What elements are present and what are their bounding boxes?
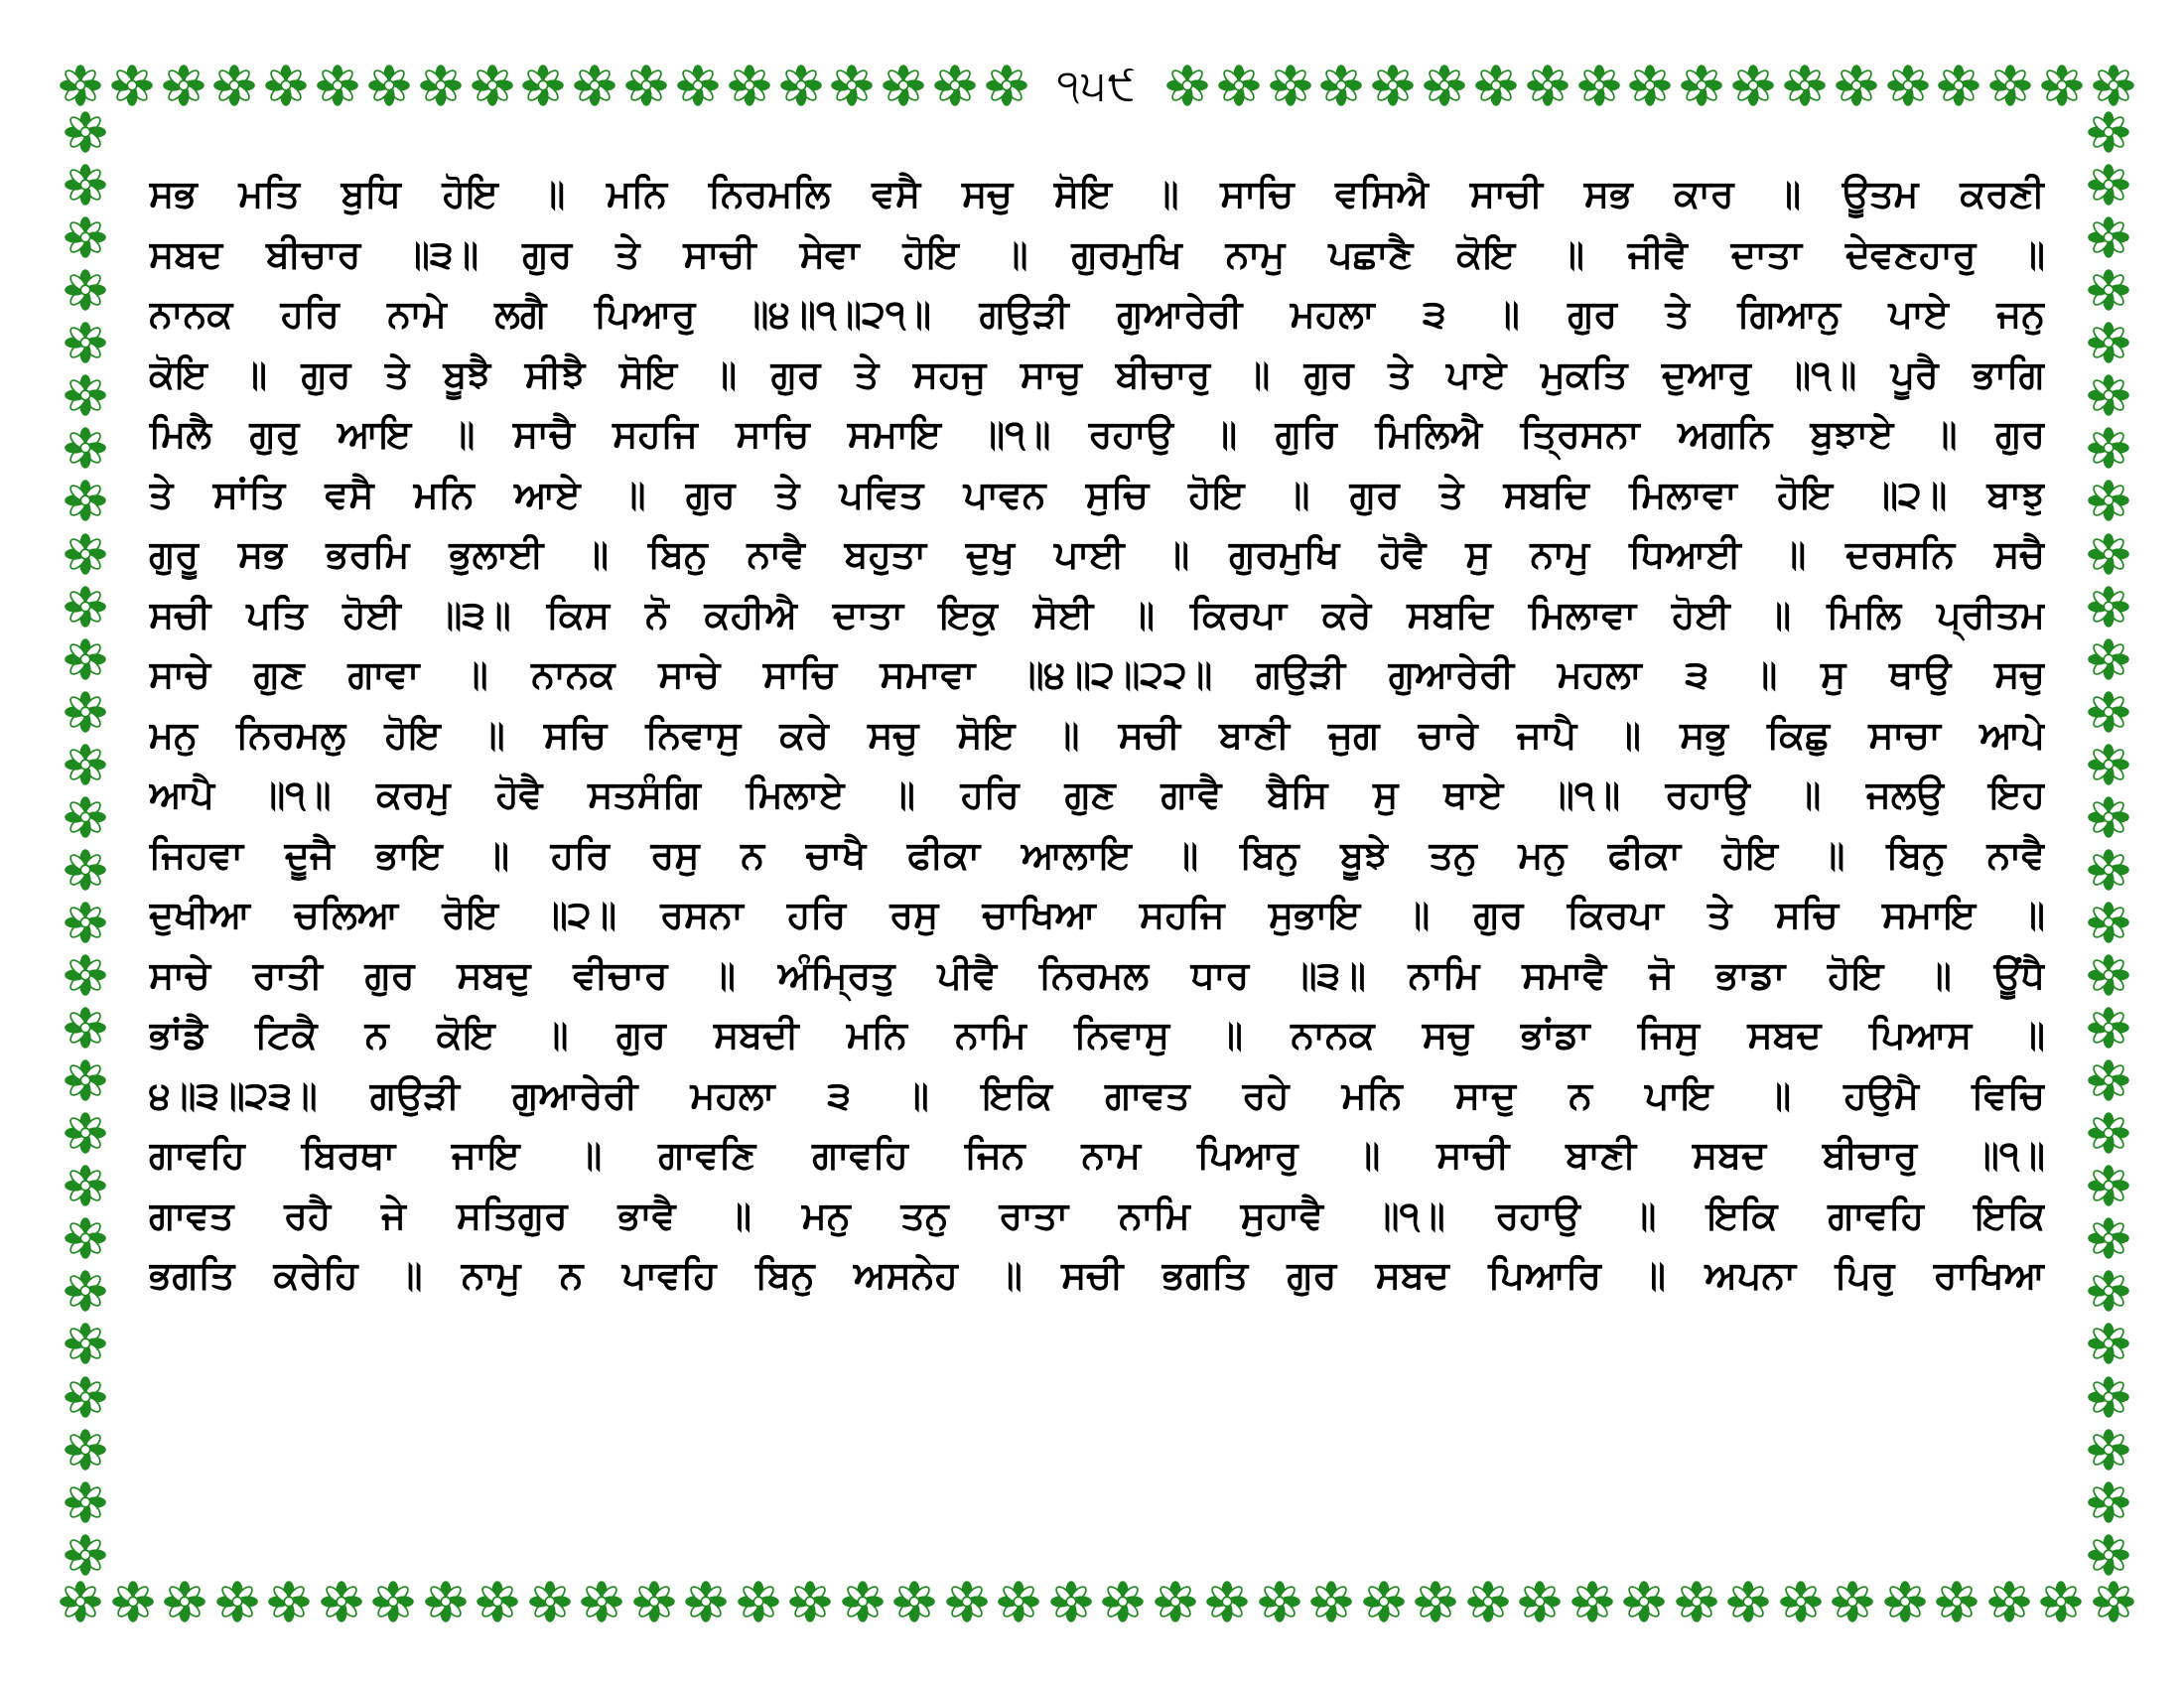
green-flower-icon xyxy=(2088,586,2129,628)
green-flower-icon xyxy=(2088,1429,2129,1471)
green-flower-icon xyxy=(1206,1581,1248,1622)
green-flower-icon xyxy=(1372,65,1414,106)
green-flower-icon xyxy=(65,1217,106,1259)
green-flower-icon xyxy=(65,1112,106,1154)
green-flower-icon xyxy=(883,65,924,106)
green-flower-icon xyxy=(625,65,667,106)
green-flower-icon xyxy=(372,1581,414,1622)
green-flower-icon xyxy=(368,65,410,106)
text-line: ਤੇ ਸਾਂਤਿ ਵਸੈ ਮਨਿ ਆਏ ॥ ਗੁਰ ਤੇ ਪਵਿਤ ਪਾਵਨ ਸੁਚਿ ਹੋਇ ॥ ਗੁਰ ਤੇ ਸਬਦਿ ਮਿਲਾਵਾ ਹੋਇ ॥੨॥ ਬਾਝੁ xyxy=(149,472,2045,516)
green-flower-icon xyxy=(317,65,358,106)
green-flower-icon xyxy=(1467,1581,1509,1622)
green-flower-icon xyxy=(2093,65,2134,106)
green-flower-icon xyxy=(1887,65,1929,106)
text-line: ਸਭ ਮਤਿ ਬੁਧਿ ਹੋਇ ॥ ਮਨਿ ਨਿਰਮਲਿ ਵਸੈ ਸਚੁ ਸੋਇ ॥ ਸਾਚਿ ਵਸਿਐ ਸਾਚੀ ਸਭ ਕਾਰ ॥ ਊਤਮ ਕਰਣੀ xyxy=(149,172,2045,215)
green-flower-icon xyxy=(65,111,106,153)
green-flower-icon xyxy=(1218,65,1260,106)
text-line: ਗੁਰੂ ਸਭ ਭਰਮਿ ਭੁਲਾਈ ॥ ਬਿਨੁ ਨਾਵੈ ਬਹੁਤਾ ਦੁਖੁ ਪਾਈ ॥ ਗੁਰਮੁਖਿ ਹੋਵੈ ਸੁ ਨਾਮੁ ਧਿਆਈ ॥ ਦਰਸਨਿ ਸਚੈ xyxy=(149,532,2045,576)
text-line: ਜਿਹਵਾ ਦੂਜੈ ਭਾਇ ॥ ਹਰਿ ਰਸੁ ਨ ਚਾਖੈ ਫੀਕਾ ਆਲਾਇ ॥ ਬਿਨੁ ਬੂਝੇ ਤਨੁ ਮਨੁ ਫੀਕਾ ਹੋਇ ॥ ਬਿਨੁ ਨਾਵੈ xyxy=(149,832,2045,877)
green-flower-icon xyxy=(2088,849,2129,891)
green-flower-icon xyxy=(65,1007,106,1049)
text-line: ੪॥੩॥੨੩॥ ਗਉੜੀ ਗੁਆਰੇਰੀ ਮਹਲਾ ੩ ॥ ਇਕਿ ਗਾਵਤ ਰਹੇ ਮਨਿ ਸਾਦੁ ਨ ਪਾਇ ॥ ਹਉਮੈ ਵਿਚਿ xyxy=(149,1072,2045,1117)
green-flower-icon xyxy=(65,480,106,521)
green-flower-icon xyxy=(1475,65,1517,106)
green-flower-icon xyxy=(65,1059,106,1101)
green-flower-icon xyxy=(2088,427,2129,469)
green-flower-icon xyxy=(581,1581,622,1622)
green-flower-icon xyxy=(522,65,564,106)
green-flower-icon xyxy=(472,65,513,106)
green-flower-icon xyxy=(65,796,106,838)
green-flower-icon xyxy=(1629,65,1671,106)
green-flower-icon xyxy=(65,1376,106,1418)
green-flower-icon xyxy=(2088,1481,2129,1523)
green-flower-icon xyxy=(65,322,106,363)
green-flower-icon xyxy=(425,1581,467,1622)
text-line: ਭਗਤਿ ਕਰੇਹਿ ॥ ਨਾਮੁ ਨ ਪਾਵਹਿ ਬਿਨੁ ਅਸਨੇਹ ॥ ਸਚੀ ਭਗਤਿ ਗੁਰ ਸਬਦ ਪਿਆਰਿ ॥ ਅਪਨਾ ਪਿਰੁ ਰਾਖਿਆ xyxy=(149,1253,2045,1297)
page-number: ੧੫੯ xyxy=(1056,61,1138,109)
green-flower-icon xyxy=(65,744,106,785)
text-line: ਸਾਚੇ ਗੁਣ ਗਾਵਾ ॥ ਨਾਨਕ ਸਾਚੇ ਸਾਚਿ ਸਮਾਵਾ ॥੪॥੨॥੨੨॥ ਗਉੜੀ ਗੁਆਰੇਰੀ ਮਹਲਾ ੩ ॥ ਸੁ ਥਾਉ ਸਚੁ xyxy=(149,652,2045,696)
green-flower-icon xyxy=(2088,1323,2129,1364)
green-flower-icon xyxy=(1578,65,1620,106)
green-flower-icon xyxy=(780,65,822,106)
green-flower-icon xyxy=(986,65,1027,106)
green-flower-icon xyxy=(2088,1534,2129,1576)
green-flower-icon xyxy=(265,65,307,106)
green-flower-icon xyxy=(738,1581,779,1622)
text-line: ਗਾਵਹਿ ਬਿਰਥਾ ਜਾਇ ॥ ਗਾਵਣਿ ਗਾਵਹਿ ਜਿਨ ਨਾਮ ਪਿਆਰੁ ॥ ਸਾਚੀ ਬਾਣੀ ਸਬਦ ਬੀਚਾਰੁ ॥੧॥ xyxy=(149,1133,2045,1177)
green-flower-icon xyxy=(1166,65,1208,106)
text-line: ਸਾਚੇ ਰਾਤੀ ਗੁਰ ਸਬਦੁ ਵੀਚਾਰ ॥ ਅੰਮ੍ਰਿਤੁ ਪੀਵੈ ਨਿਰਮਲ ਧਾਰ ॥੩॥ ਨਾਮਿ ਸਮਾਵੈ ਜੋ ਭਾਡਾ ਹੋਇ ॥ ਊਂਧੈ xyxy=(149,952,2045,997)
green-flower-icon xyxy=(946,1581,988,1622)
green-flower-icon xyxy=(65,1165,106,1206)
text-line: ਭਾਂਡੈ ਟਿਕੈ ਨ ਕੋਇ ॥ ਗੁਰ ਸਬਦੀ ਮਨਿ ਨਾਮਿ ਨਿਵਾਸੁ ॥ ਨਾਨਕ ਸਚੁ ਭਾਂਡਾ ਜਿਸੁ ਸਬਦ ਪਿਆਸ ॥ xyxy=(149,1013,2045,1056)
green-flower-icon xyxy=(65,533,106,575)
green-flower-icon xyxy=(420,65,462,106)
green-flower-icon xyxy=(112,1581,154,1622)
text-line: ਮਿਲੈ ਗੁਰੁ ਆਇ ॥ ਸਾਚੈ ਸਹਜਿ ਸਾਚਿ ਸਮਾਇ ॥੧॥ ਰਹਾਉ ॥ ਗੁਰਿ ਮਿਲਿਐ ਤ੍ਰਿਸਨਾ ਅਗਨਿ ਬੁਝਾਏ ॥ ਗੁਰ xyxy=(149,412,2045,456)
green-flower-icon xyxy=(1415,1581,1456,1622)
green-flower-icon xyxy=(60,65,101,106)
green-flower-icon xyxy=(1571,1581,1613,1622)
green-flower-icon xyxy=(1938,65,1979,106)
green-flower-icon xyxy=(2088,533,2129,575)
green-flower-icon xyxy=(1155,1581,1196,1622)
green-flower-icon xyxy=(216,1581,258,1622)
green-flower-icon xyxy=(164,1581,205,1622)
green-flower-icon xyxy=(2088,111,2129,153)
green-flower-icon xyxy=(2088,1007,2129,1049)
green-flower-icon xyxy=(2088,164,2129,206)
green-flower-icon xyxy=(65,954,106,996)
green-flower-icon xyxy=(1519,1581,1561,1622)
green-flower-icon xyxy=(65,638,106,680)
green-flower-icon xyxy=(2041,65,2083,106)
green-flower-icon xyxy=(2088,216,2129,258)
green-flower-icon xyxy=(893,1581,935,1622)
green-flower-icon xyxy=(729,65,770,106)
green-flower-icon xyxy=(65,427,106,469)
green-flower-icon xyxy=(65,586,106,628)
green-flower-icon xyxy=(111,65,153,106)
green-flower-icon xyxy=(2088,691,2129,733)
green-flower-icon xyxy=(1050,1581,1092,1622)
green-flower-icon xyxy=(65,1323,106,1364)
green-flower-icon xyxy=(2088,1112,2129,1154)
green-flower-icon xyxy=(1424,65,1465,106)
green-flower-icon xyxy=(1832,1581,1873,1622)
green-flower-icon xyxy=(65,902,106,943)
text-line: ਨਾਨਕ ਹਰਿ ਨਾਮੇ ਲਗੈ ਪਿਆਰੁ ॥੪॥੧॥੨੧॥ ਗਉੜੀ ਗੁਆਰੇਰੀ ਮਹਲਾ ੩ ॥ ਗੁਰ ਤੇ ਗਿਆਨੁ ਪਾਏ ਜਨੁ xyxy=(149,292,2045,336)
green-flower-icon xyxy=(2088,1165,2129,1206)
green-flower-icon xyxy=(213,65,255,106)
border-right xyxy=(2083,111,2134,1576)
green-flower-icon xyxy=(2088,902,2129,943)
text-line: ਸਚੀ ਪਤਿ ਹੋਈ ॥੩॥ ਕਿਸ ਨੋ ਕਹੀਐ ਦਾਤਾ ਇਕੁ ਸੋਈ ॥ ਕਿਰਪਾ ਕਰੇ ਸਬਦਿ ਮਿਲਾਵਾ ਹੋਈ ॥ ਮਿਲਿ ਪ੍ਰੀਤਮ xyxy=(149,592,2045,636)
green-flower-icon xyxy=(1681,65,1722,106)
border-top-left xyxy=(60,60,1027,111)
green-flower-icon xyxy=(1988,1581,2030,1622)
green-flower-icon xyxy=(1102,1581,1144,1622)
green-flower-icon xyxy=(65,374,106,416)
text-line: ਮਨੁ ਨਿਰਮਲੁ ਹੋਇ ॥ ਸਚਿ ਨਿਵਾਸੁ ਕਰੇ ਸਚੁ ਸੋਇ ॥ ਸਚੀ ਬਾਣੀ ਜੁਗ ਚਾਰੇ ਜਾਪੈ ॥ ਸਭੁ ਕਿਛੁ ਸਾਚਾ ਆਪੇ xyxy=(149,712,2045,757)
green-flower-icon xyxy=(1727,1581,1769,1622)
green-flower-icon xyxy=(65,1481,106,1523)
text-line: ਗਾਵਤ ਰਹੈ ਜੇ ਸਤਿਗੁਰ ਭਾਵੈ ॥ ਮਨੁ ਤਨੁ ਰਾਤਾ ਨਾਮਿ ਸੁਹਾਵੈ ॥੧॥ ਰਹਾਉ ॥ ਇਕਿ ਗਾਵਹਿ ਇਕਿ xyxy=(149,1193,2045,1237)
text-line: ਸਬਦ ਬੀਚਾਰ ॥੩॥ ਗੁਰ ਤੇ ਸਾਚੀ ਸੇਵਾ ਹੋਇ ॥ ਗੁਰਮੁਖਿ ਨਾਮੁ ਪਛਾਣੈ ਕੋਇ ॥ ਜੀਵੈ ਦਾਤਾ ਦੇਵਣਹਾਰੁ ॥ xyxy=(149,231,2045,276)
green-flower-icon xyxy=(831,65,873,106)
green-flower-icon xyxy=(1732,65,1774,106)
green-flower-icon xyxy=(1784,65,1826,106)
green-flower-icon xyxy=(1270,65,1311,106)
green-flower-icon xyxy=(2088,1217,2129,1259)
green-flower-icon xyxy=(268,1581,310,1622)
green-flower-icon xyxy=(1259,1581,1300,1622)
text-line: ਕੋਇ ॥ ਗੁਰ ਤੇ ਬੂਝੈ ਸੀਝੈ ਸੋਇ ॥ ਗੁਰ ਤੇ ਸਹਜੁ ਸਾਚੁ ਬੀਚਾਰੁ ॥ ਗੁਰ ਤੇ ਪਾਏ ਮੁਕਤਿ ਦੁਆਰੁ ॥੧॥ ਪੂਰੈ ਭਾਗਿ xyxy=(149,352,2045,396)
green-flower-icon xyxy=(65,691,106,733)
green-flower-icon xyxy=(65,216,106,258)
green-flower-icon xyxy=(2088,374,2129,416)
green-flower-icon xyxy=(65,1534,106,1576)
border-top-right xyxy=(1166,60,2134,111)
green-flower-icon xyxy=(2088,744,2129,785)
green-flower-icon xyxy=(842,1581,884,1622)
green-flower-icon xyxy=(2088,269,2129,311)
green-flower-icon xyxy=(998,1581,1039,1622)
green-flower-icon xyxy=(1676,1581,1717,1622)
green-flower-icon xyxy=(1527,65,1569,106)
green-flower-icon xyxy=(1363,1581,1405,1622)
text-line: ਦੁਖੀਆ ਚਲਿਆ ਰੋਇ ॥੨॥ ਰਸਨਾ ਹਰਿ ਰਸੁ ਚਾਖਿਆ ਸਹਜਿ ਸੁਭਾਇ ॥ ਗੁਰ ਕਿਰਪਾ ਤੇ ਸਚਿ ਸਮਾਇ ॥ xyxy=(149,893,2045,936)
green-flower-icon xyxy=(677,65,719,106)
green-flower-icon xyxy=(1780,1581,1822,1622)
gurbani-text-block xyxy=(149,164,2045,1554)
green-flower-icon xyxy=(2088,1059,2129,1101)
green-flower-icon xyxy=(1623,1581,1665,1622)
green-flower-icon xyxy=(2088,480,2129,521)
green-flower-icon xyxy=(633,1581,675,1622)
green-flower-icon xyxy=(477,1581,518,1622)
green-flower-icon xyxy=(65,269,106,311)
green-flower-icon xyxy=(2088,954,2129,996)
green-flower-icon xyxy=(2088,638,2129,680)
green-flower-icon xyxy=(163,65,205,106)
green-flower-icon xyxy=(321,1581,362,1622)
green-flower-icon xyxy=(65,849,106,891)
border-left xyxy=(60,111,111,1576)
green-flower-icon xyxy=(65,1270,106,1312)
green-flower-icon xyxy=(1836,65,1877,106)
green-flower-icon xyxy=(65,164,106,206)
green-flower-icon xyxy=(2093,1581,2134,1622)
green-flower-icon xyxy=(685,1581,727,1622)
border-bottom xyxy=(60,1576,2134,1627)
green-flower-icon xyxy=(1989,65,2031,106)
green-flower-icon xyxy=(574,65,615,106)
green-flower-icon xyxy=(2088,1270,2129,1312)
green-flower-icon xyxy=(934,65,976,106)
green-flower-icon xyxy=(529,1581,571,1622)
green-flower-icon xyxy=(1310,1581,1352,1622)
green-flower-icon xyxy=(2088,322,2129,363)
green-flower-icon xyxy=(65,1429,106,1471)
green-flower-icon xyxy=(2088,796,2129,838)
text-line: ਆਪੈ ॥੧॥ ਕਰਮੁ ਹੋਵੈ ਸਤਸੰਗਿ ਮਿਲਾਏ ॥ ਹਰਿ ਗੁਣ ਗਾਵੈ ਬੈਸਿ ਸੁ ਥਾਏ ॥੧॥ ਰਹਾਉ ॥ ਜਲਉ ਇਹ xyxy=(149,773,2045,816)
green-flower-icon xyxy=(2088,1376,2129,1418)
green-flower-icon xyxy=(1320,65,1362,106)
green-flower-icon xyxy=(2040,1581,2082,1622)
green-flower-icon xyxy=(1936,1581,1978,1622)
green-flower-icon xyxy=(789,1581,831,1622)
green-flower-icon xyxy=(60,1581,101,1622)
green-flower-icon xyxy=(1884,1581,1926,1622)
